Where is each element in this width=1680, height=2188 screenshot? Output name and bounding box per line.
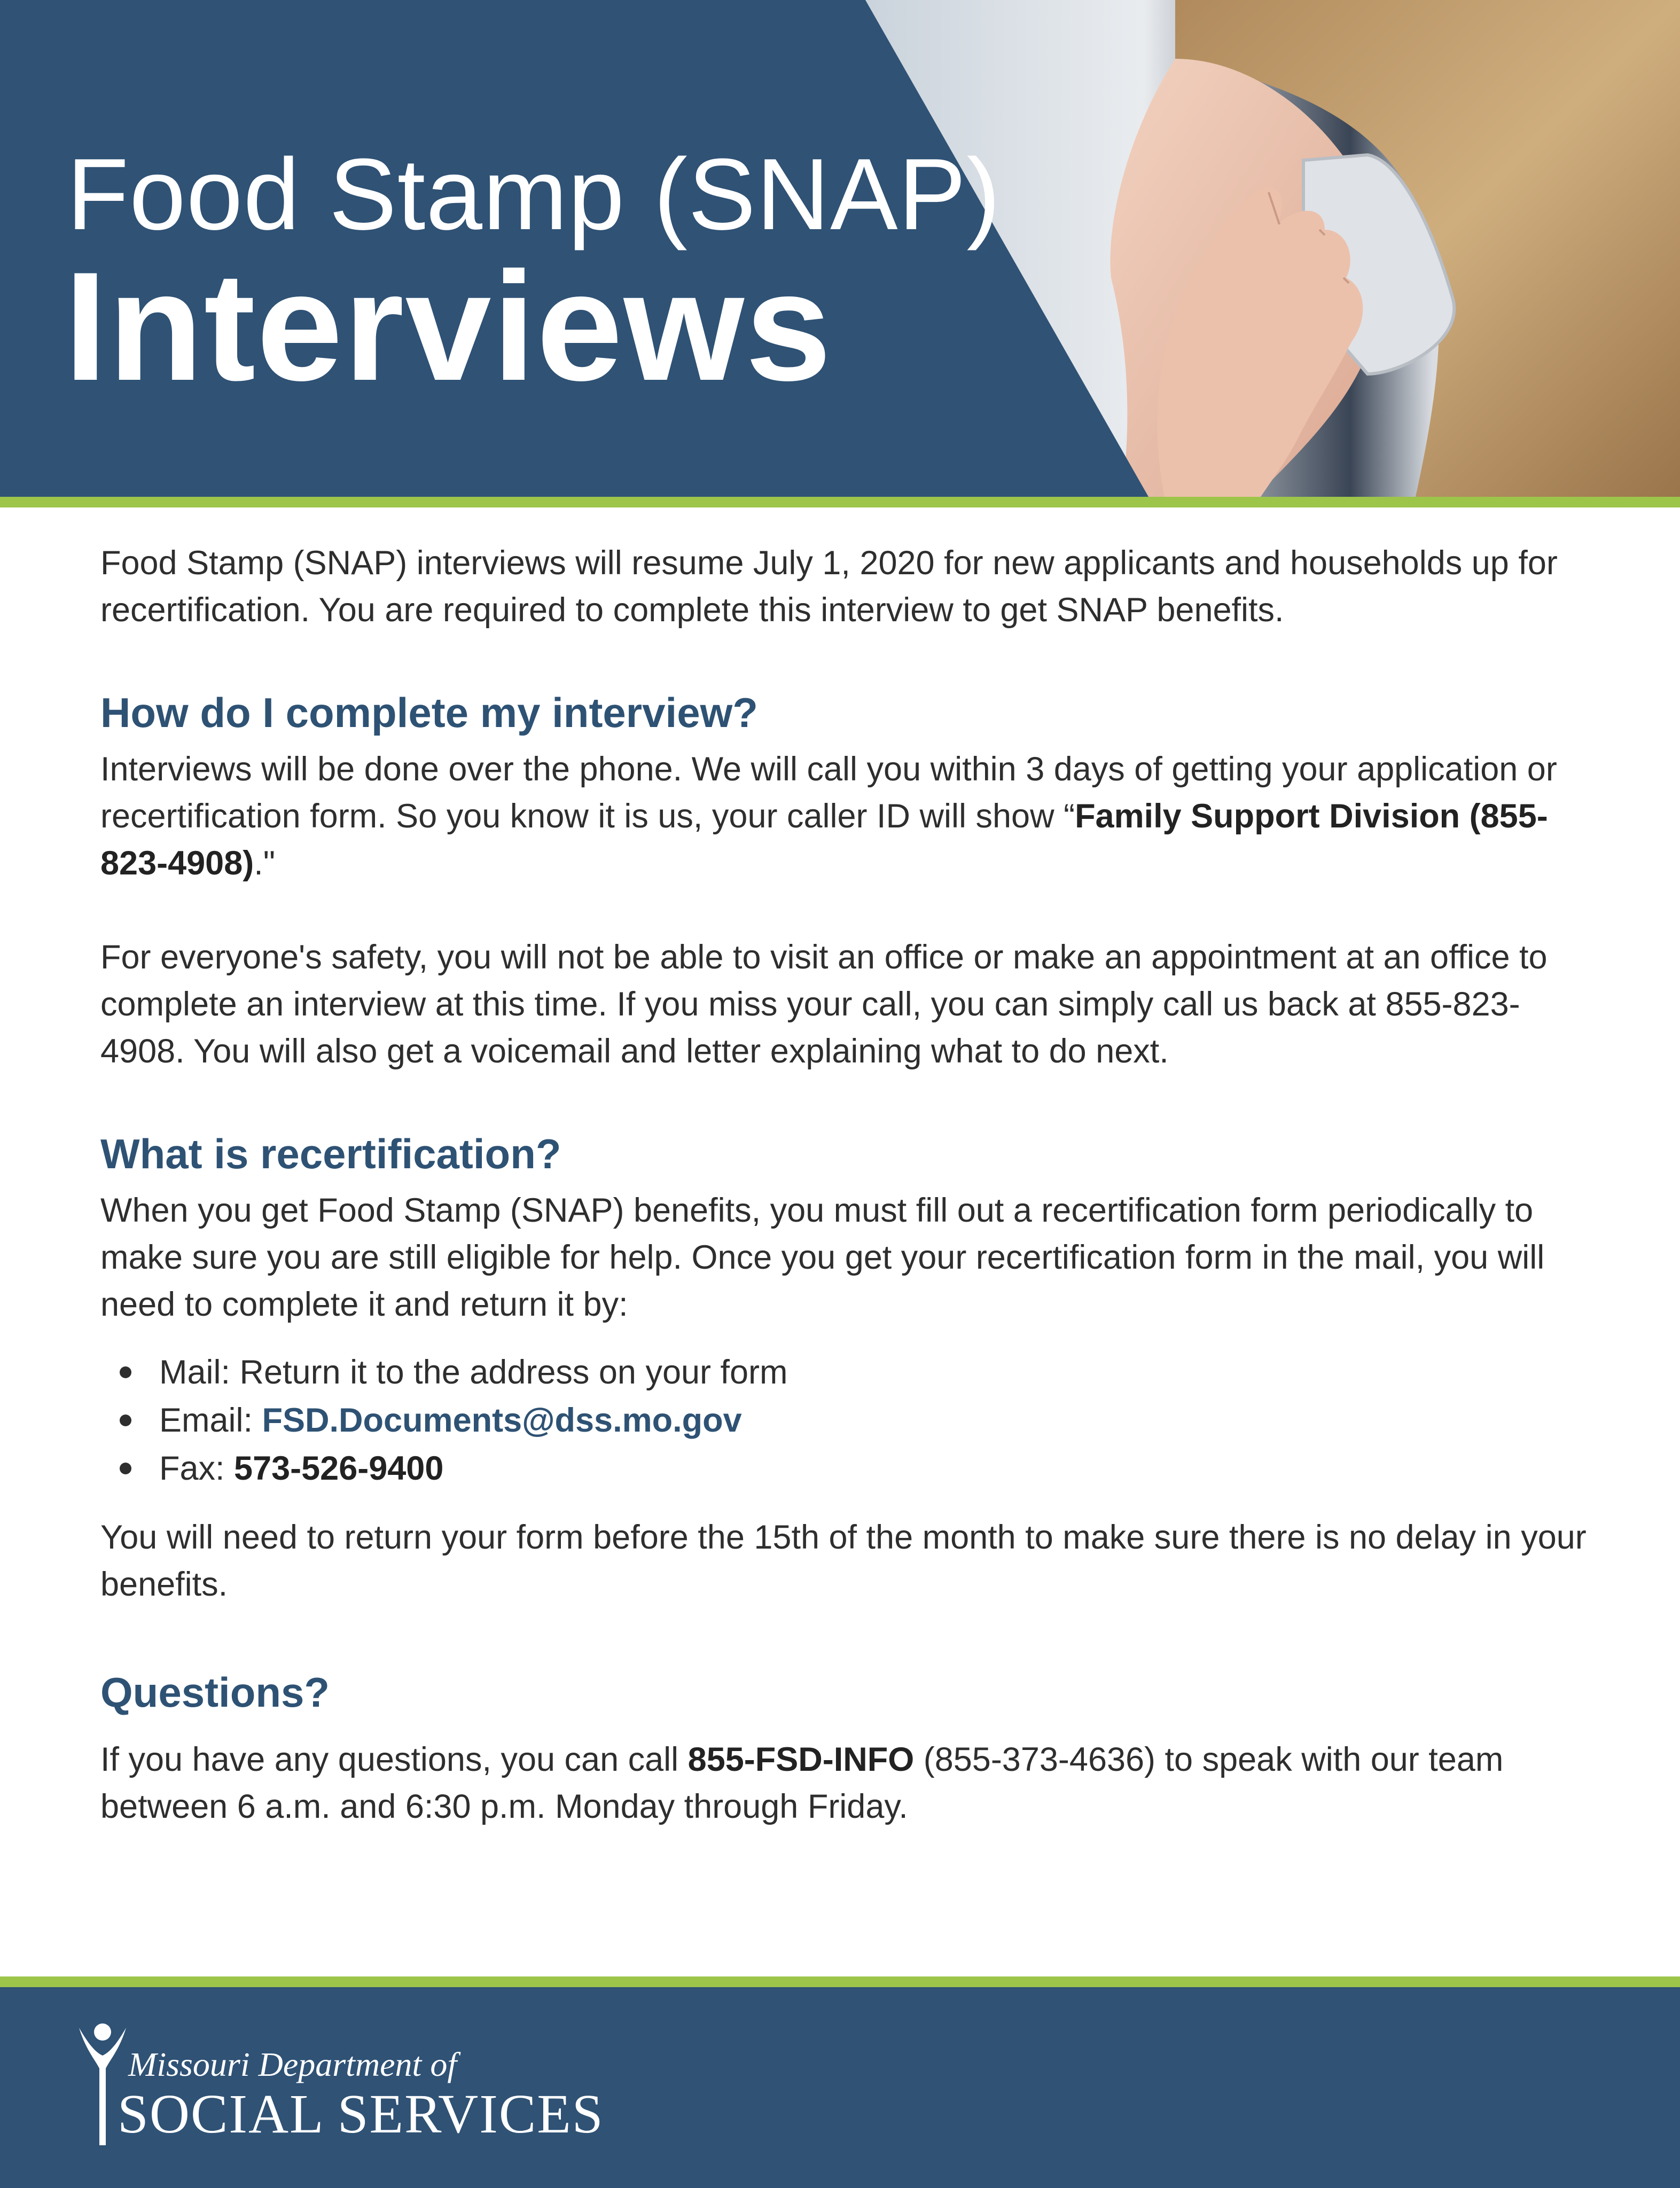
list-item-mail bbox=[100, 1348, 1596, 1396]
questions-text: If you have any questions, you can call bbox=[100, 1741, 688, 1778]
email-label: Email: bbox=[159, 1402, 262, 1439]
interview-p1-end: ." bbox=[254, 845, 276, 882]
caller-id-text: Family Support Division (855-823-4908) bbox=[100, 798, 1548, 882]
intro-paragraph: Food Stamp (SNAP) interviews will resume July 1, 2020 for new applicants and households up for recertification. You are required to complete this interview to get SNAP benefits. bbox=[100, 544, 1558, 629]
dss-logo bbox=[75, 2017, 604, 2151]
interview-p1-text: Interviews will be done over the phone. We will call you within 3 days of getting your application or recertification form. So you know it is us, your caller ID will show “ bbox=[100, 751, 1557, 835]
questions-paragraph bbox=[100, 1736, 1596, 1830]
page-title-line-2: Interviews bbox=[64, 240, 833, 413]
recert-paragraph-1: When you get Food Stamp (SNAP) benefits, you must fill out a recertification form periodically to make sure you are still eligible for help. Once you get your recertification form in the mail, you will need to complete it and return it by: bbox=[100, 1192, 1545, 1323]
return-methods-list bbox=[100, 1348, 1596, 1492]
fax-label: Fax: bbox=[159, 1450, 235, 1487]
section-heading-recertification: What is recertification? bbox=[100, 1130, 561, 1177]
logo-text-social-services: SOCIAL SERVICES bbox=[118, 2083, 604, 2145]
footer-divider bbox=[0, 1976, 1680, 1987]
bullet-icon bbox=[120, 1463, 131, 1474]
header-divider bbox=[0, 497, 1680, 507]
fax-number: 573-526-9400 bbox=[234, 1450, 444, 1487]
questions-text-end: (855-373-4636) to speak with our team between 6 a.m. and 6:30 p.m. Monday through Friday. bbox=[100, 1741, 1504, 1825]
email-link[interactable]: FSD.Documents@dss.mo.gov bbox=[262, 1402, 742, 1439]
mail-text: Mail: Return it to the address on your form bbox=[159, 1354, 788, 1391]
logo-text-department: Missouri Department of bbox=[128, 2045, 457, 2083]
interview-paragraph-2: For everyone's safety, you will not be able to visit an office or make an appointment at an office to complete an interview at this time. If you miss your call, you can simply call us back at 855-823-4908. You will also get a voicemail and letter explaining what to do next. bbox=[100, 939, 1548, 1070]
bullet-icon bbox=[120, 1415, 131, 1426]
list-item-email bbox=[100, 1396, 1596, 1444]
recert-paragraph-2: You will need to return your form before the 15th of the month to make sure there is no delay in your benefits. bbox=[100, 1519, 1587, 1603]
list-item-fax bbox=[100, 1444, 1596, 1492]
page-title-line-1: Food Stamp (SNAP) bbox=[67, 138, 1001, 251]
footer bbox=[0, 1987, 1680, 2188]
header-banner bbox=[0, 0, 1680, 497]
interview-paragraph-1 bbox=[100, 746, 1596, 887]
section-heading-questions: Questions? bbox=[100, 1669, 330, 1716]
section-heading-interview: How do I complete my interview? bbox=[100, 689, 758, 736]
bullet-icon bbox=[120, 1366, 131, 1378]
info-phone: 855-FSD-INFO bbox=[687, 1741, 915, 1778]
main-content bbox=[100, 540, 1596, 1830]
